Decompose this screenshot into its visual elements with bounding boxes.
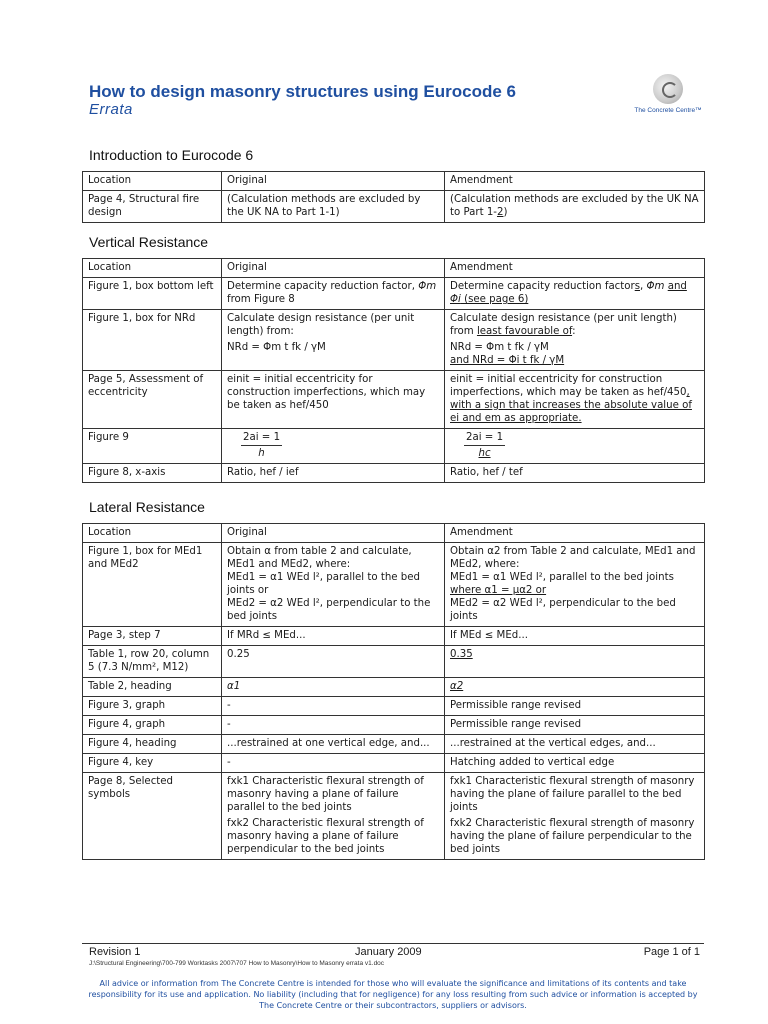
table-row [83, 310, 705, 371]
formula: NRd = Φm t fk / γM [227, 342, 326, 353]
table-row [83, 773, 705, 860]
col-amendment: Amendment [445, 524, 705, 543]
table-header-row [83, 172, 705, 191]
cell-original: - [222, 697, 445, 716]
logo-icon [653, 74, 683, 104]
col-original: Original [222, 524, 445, 543]
orig-text: Determine capacity reduction factor, [227, 281, 419, 292]
col-amendment: Amendment [445, 172, 705, 191]
cell-location: Figure 4, heading [83, 735, 222, 754]
cell-location: Figure 4, graph [83, 716, 222, 735]
cell-location: Figure 4, key [83, 754, 222, 773]
table-lateral [82, 523, 705, 860]
cell-amendment: Permissible range revised [445, 697, 705, 716]
table-row [83, 371, 705, 429]
cell-original [222, 278, 445, 310]
cell-original: If MRd ≤ MEd... [222, 627, 445, 646]
cell-amendment [445, 429, 705, 464]
footer-file-path: J:\Structural Engineering\700-799 Worktasks 2007\707 How to Masonry\How to Masonry errata v1.doc [89, 960, 385, 967]
col-original: Original [222, 259, 445, 278]
orig-line: fxk1 Characteristic flexural strength of masonry having a plane of failure parallel to the bed joints [227, 776, 424, 813]
concrete-centre-logo [618, 74, 718, 114]
cell-location: Figure 3, graph [83, 697, 222, 716]
cell-amendment: If MEd ≤ MEd... [445, 627, 705, 646]
symbol: α2 [450, 681, 464, 692]
cell-original: (Calculation methods are excluded by the UK NA to Part 1-1) [222, 191, 445, 223]
orig-line: MEd2 = α2 WEd l², perpendicular to the bed joints [227, 598, 431, 622]
amend-line: Obtain α2 from Table 2 and calculate, MEd1 and MEd2, where: [450, 546, 696, 570]
cell-amendment: Hatching added to vertical edge [445, 754, 705, 773]
symbol: Φi [450, 294, 461, 305]
footer-date: January 2009 [355, 946, 422, 958]
cell-location: Page 3, step 7 [83, 627, 222, 646]
table-row [83, 627, 705, 646]
table-row [83, 716, 705, 735]
document-subtitle: Errata [89, 101, 133, 118]
table-header-row [83, 524, 705, 543]
cell-amendment [445, 773, 705, 860]
logo-text: The Concrete Centre™ [634, 107, 702, 114]
amend-underlined: s [634, 281, 641, 292]
cell-original [222, 429, 445, 464]
fraction-denominator: h [258, 448, 265, 459]
fraction [241, 431, 282, 460]
section-heading-vertical: Vertical Resistance [89, 234, 209, 250]
section-heading-lateral: Lateral Resistance [89, 499, 205, 515]
amend-text: Calculate design resistance (per unit length) from [450, 313, 677, 337]
table-row [83, 735, 705, 754]
orig-line: MEd1 = α1 WEd l², parallel to the bed joints or [227, 572, 420, 596]
col-original: Original [222, 172, 445, 191]
fraction-numerator: 2ai = 1 [241, 431, 282, 446]
amend-underlined: , with a sign that increases the absolute value of ei and em as appropriate. [450, 387, 692, 424]
symbol: α1 [227, 681, 241, 692]
amend-underlined: least favourable of [476, 326, 573, 337]
amend-line: fxk1 Characteristic flexural strength of masonry having the plane of failure parallel to the bed joints [450, 776, 695, 813]
footer-revision: Revision 1 [89, 946, 141, 958]
footer-divider [82, 943, 704, 944]
cell-location: Page 8, Selected symbols [83, 773, 222, 860]
cell-amendment: Permissible range revised [445, 716, 705, 735]
cell-location: Table 1, row 20, column 5 (7.3 N/mm², M12) [83, 646, 222, 678]
table-intro [82, 171, 705, 223]
table-row [83, 464, 705, 483]
amend-underlined: where α1 = μα2 or [450, 585, 547, 596]
fraction-denominator: hc [478, 448, 491, 459]
amend-underlined: (see page 6) [460, 294, 529, 305]
amend-text: ) [503, 207, 508, 218]
footer-disclaimer: All advice or information from The Concrete Centre is intended for those who will evaluate the significance and limitations of its contents and take responsibility for its use and application. No liability (including that for negligence) for any loss resulting from such advice or information is accepted by The Concrete Centre or their subcontractors, suppliers or advisors. [88, 979, 698, 1010]
cell-amendment [445, 191, 705, 223]
table-vertical [82, 258, 705, 483]
cell-location: Figure 9 [83, 429, 222, 464]
amend-underlined: 2 [496, 207, 504, 218]
table-row [83, 191, 705, 223]
table-header-row [83, 259, 705, 278]
table-row [83, 543, 705, 627]
cell-original: - [222, 716, 445, 735]
col-location: Location [83, 524, 222, 543]
formula-underlined: and NRd = Φi t fk / γM [450, 355, 565, 366]
cell-original: einit = initial eccentricity for construction imperfections, which may be taken as hef/450 [222, 371, 445, 429]
fraction [464, 431, 505, 460]
symbol: Φm [418, 281, 437, 292]
orig-text: from Figure 8 [227, 294, 295, 305]
cell-amendment [445, 678, 705, 697]
cell-location: Page 5, Assessment of eccentricity [83, 371, 222, 429]
table-row [83, 646, 705, 678]
section-heading-intro: Introduction to Eurocode 6 [89, 147, 254, 163]
cell-location: Figure 1, box for MEd1 and MEd2 [83, 543, 222, 627]
cell-original: 0.25 [222, 646, 445, 678]
document-title: How to design masonry structures using Eurocode 6 [89, 82, 516, 101]
cell-location: Table 2, heading [83, 678, 222, 697]
amend-text: , [640, 281, 647, 292]
orig-line: Obtain α from table 2 and calculate, MEd1 and MEd2, where: [227, 546, 412, 570]
cell-location: Figure 1, box bottom left [83, 278, 222, 310]
cell-location: Figure 1, box for NRd [83, 310, 222, 371]
orig-text: Calculate design resistance (per unit length) from: [227, 313, 415, 337]
cell-location: Figure 8, x-axis [83, 464, 222, 483]
table-row [83, 278, 705, 310]
cell-original: - [222, 754, 445, 773]
amend-line: MEd2 = α2 WEd l², perpendicular to the bed joints [450, 598, 676, 622]
amend-line: fxk2 Characteristic flexural strength of masonry having the plane of failure perpendicular to the bed joints [450, 818, 695, 855]
table-row [83, 754, 705, 773]
cell-original [222, 678, 445, 697]
cell-original [222, 310, 445, 371]
amend-text: (Calculation methods are excluded by the UK NA to Part 1- [450, 194, 699, 218]
cell-amendment [445, 278, 705, 310]
cell-amendment: ...restrained at the vertical edges, and... [445, 735, 705, 754]
amend-underlined: and [667, 281, 687, 292]
cell-location: Page 4, Structural fire design [83, 191, 222, 223]
col-location: Location [83, 259, 222, 278]
amend-text: Determine capacity reduction factor [450, 281, 635, 292]
table-row [83, 697, 705, 716]
amend-line: MEd1 = α1 WEd l², parallel to the bed joints [450, 572, 674, 583]
col-amendment: Amendment [445, 259, 705, 278]
cell-original [222, 543, 445, 627]
cell-amendment [445, 310, 705, 371]
cell-amendment: Ratio, hef / tef [445, 464, 705, 483]
cell-amendment: 0.35 [445, 646, 705, 678]
footer-page-number: Page 1 of 1 [643, 946, 700, 958]
table-row [83, 429, 705, 464]
col-location: Location [83, 172, 222, 191]
cell-original [222, 773, 445, 860]
amend-text: : [572, 326, 576, 337]
cell-amendment [445, 371, 705, 429]
fraction-numerator: 2ai = 1 [464, 431, 505, 446]
amend-line [450, 312, 699, 338]
formula: NRd = Φm t fk / γM [450, 342, 549, 353]
cell-original: ...restrained at one vertical edge, and... [222, 735, 445, 754]
amend-text: einit = initial eccentricity for construction imperfections, which may be taken as hef/450 [450, 374, 687, 398]
cell-amendment [445, 543, 705, 627]
orig-line: fxk2 Characteristic flexural strength of masonry having a plane of failure perpendicular to the bed joints [227, 818, 424, 855]
table-row [83, 678, 705, 697]
symbol: Φm [646, 281, 665, 292]
cell-original: Ratio, hef / ief [222, 464, 445, 483]
